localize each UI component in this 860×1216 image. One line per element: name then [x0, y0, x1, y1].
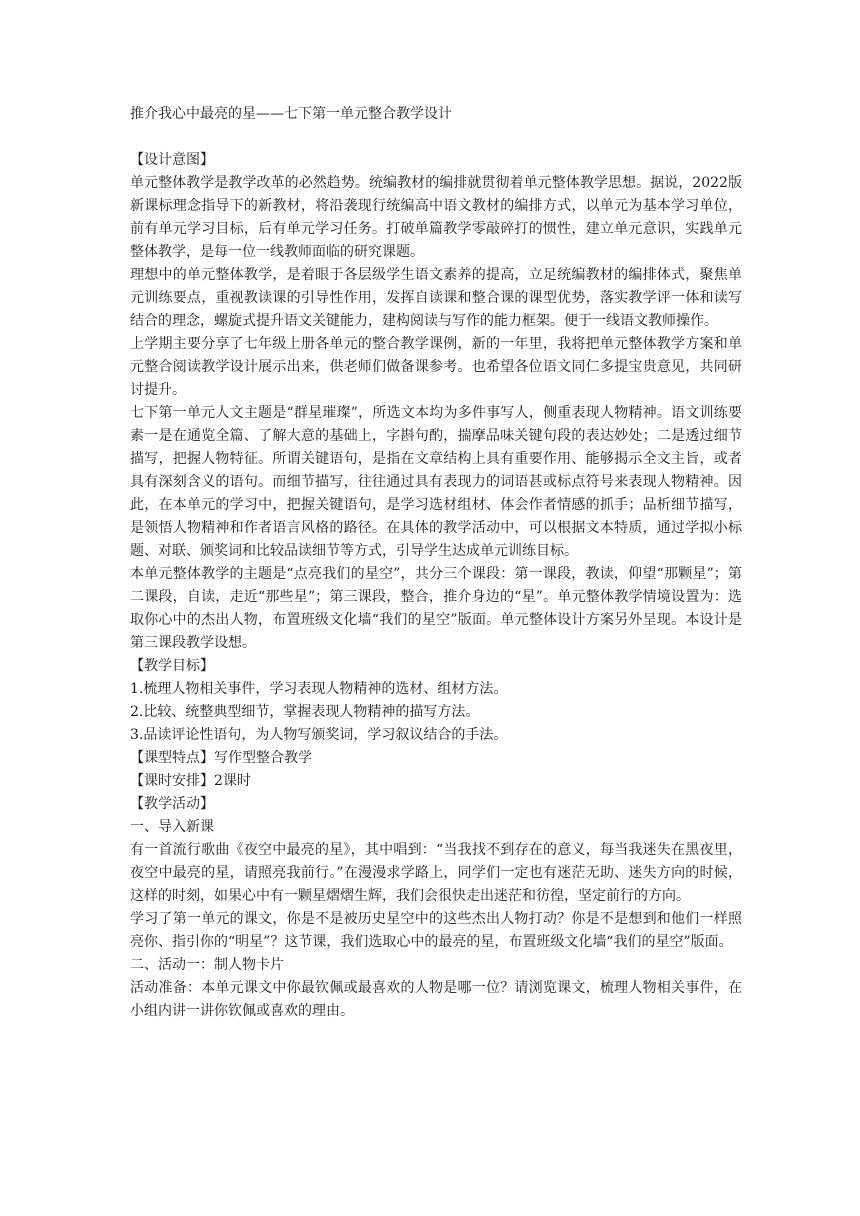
lesson-schedule-line: 【课时安排】2课时 [130, 773, 251, 789]
subheading-introduction: 一、导入新课 [130, 819, 214, 835]
section-heading-design-intent: 【设计意图】 [130, 152, 214, 168]
paragraph-activity-preparation: 活动准备：本单元课文中你最钦佩或最喜欢的人物是哪一位？请浏览课文，梳理人物相关事件，在小组内讲一讲你钦佩或喜欢的理由。 [130, 980, 742, 1019]
paragraph-design-intent-4: 七下第一单元人文主题是“群星璀璨”，所选文本均为多件事写人，侧重表现人物精神。语文训练要素一是在通览全篇、了解大意的基础上，字斟句酌，揣摩品味关键句段的表达妙处；二是透过细节描写，把握人物特征。所谓关键语句，是指在文章结构上具有重要作用、能够揭示全文主旨，或者具有深刻含义的语句。而细节描写，往往通过具有表现力的词语甚或标点符号来表现人物精神。因此，在本单元的学习中，把握关键语句，是学习选材组材、体会作者情感的抓手；品析细节描写，是领悟人物精神和作者语言风格的路径。在具体的教学活动中，可以根据文本特质，通过学拟小标题、对联、颁奖词和比较品读细节等方式，引导学生达成单元训练目标。 [130, 405, 742, 559]
blank-line [130, 126, 742, 149]
teaching-goal-3: 3.品读评论性语句，为人物写颁奖词，学习叙议结合的手法。 [130, 727, 508, 743]
document-title: 推介我心中最亮的星——七下第一单元整合教学设计 [130, 106, 452, 122]
subheading-activity-one: 二、活动一：制人物卡片 [130, 957, 284, 973]
paragraph-introduction-2: 学习了第一单元的课文，你是不是被历史星空中的这些杰出人物打动？你是不是想到和他们一样照亮你、指引你的“明星”？这节课，我们选取心中的最亮的星，布置班级文化墙“我们的星空”版面。 [130, 911, 742, 950]
paragraph-design-intent-1: 单元整体教学是教学改革的必然趋势。统编教材的编排就贯彻着单元整体教学思想。据说，2022版新课标理念指导下的新教材，将沿袭现行统编高中语文教材的编排方式，以单元为基本学习单位，前有单元学习目标，后有单元学习任务。打破单篇教学零敲碎打的惯性，建立单元意识，实践单元整体教学，是每一位一线教师面临的研究课题。 [130, 175, 742, 260]
paragraph-design-intent-2: 理想中的单元整体教学，是着眼于各层级学生语文素养的提高，立足统编教材的编排体式，聚焦单元训练要点，重视教读课的引导性作用，发挥自读课和整合课的课型优势，落实教学评一体和读写结合的理念，螺旋式提升语文关键能力，建构阅读与写作的能力框架。便于一线语文教师操作。 [130, 267, 742, 329]
teaching-goal-2: 2.比较、统整典型细节，掌握表现人物精神的描写方法。 [130, 704, 480, 720]
paragraph-design-intent-3: 上学期主要分享了七年级上册各单元的整合教学课例，新的一年里，我将把单元整体教学方案和单元整合阅读教学设计展示出来，供老师们做备课参考。也希望各位语文同仁多提宝贵意见，共同研讨提升。 [130, 336, 742, 398]
paragraph-design-intent-5: 本单元整体教学的主题是“点亮我们的星空”，共分三个课段：第一课段，教读，仰望“那颗星”；第二课段，自读，走近“那些星”；第三课段，整合，推介身边的“星”。单元整体教学情境设置为：选取你心中的杰出人物，布置班级文化墙“我们的星空”版面。单元整体设计方案另外呈现。本设计是第三课段教学设想。 [130, 566, 742, 651]
section-heading-teaching-activities: 【教学活动】 [130, 796, 214, 812]
document-page [130, 103, 742, 1023]
lesson-type-line: 【课型特点】写作型整合教学 [130, 750, 312, 766]
paragraph-introduction-1: 有一首流行歌曲《夜空中最亮的星》，其中唱到：“当我找不到存在的意义，每当我迷失在黑夜里，夜空中最亮的星，请照亮我前行。”在漫漫求学路上，同学们一定也有迷茫无助、迷失方向的时候，这样的时刻，如果心中有一颗星熠熠生辉，我们会很快走出迷茫和彷徨，坚定前行的方向。 [130, 842, 742, 904]
teaching-goal-1: 1.梳理人物相关事件，学习表现人物精神的选材、组材方法。 [130, 681, 508, 697]
section-heading-teaching-goals: 【教学目标】 [130, 658, 214, 674]
